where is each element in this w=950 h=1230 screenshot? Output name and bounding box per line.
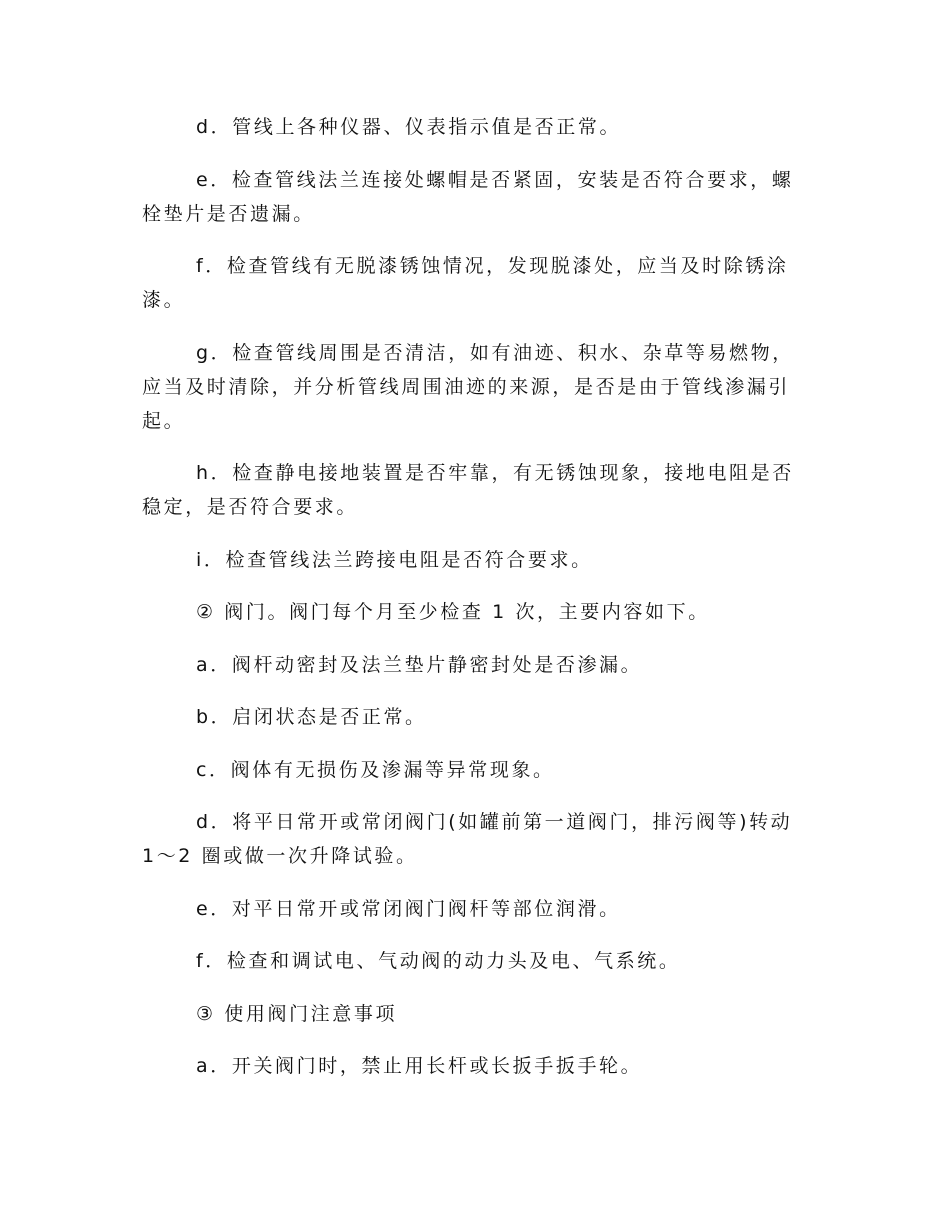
document-body [142, 110, 810, 1102]
paragraph-pipeline-check-f: f．检查管线有无脱漆锈蚀情况，发现脱漆处，应当及时除锈涂漆。 [142, 255, 789, 311]
paragraph-valve-check-d: d．将平日常开或常闭阀门(如罐前第一道阀门，排污阀等)转动 1～2 圈或做一次升降试验。 [142, 811, 793, 867]
section-heading-valve-usage: ③ 使用阀门注意事项 [196, 1002, 398, 1025]
paragraph-pipeline-check-h: h．检查静电接地装置是否牢靠，有无锈蚀现象，接地电阻是否稳定，是否符合要求。 [142, 462, 794, 518]
paragraph-valve-usage-a: a．开关阀门时，禁止用长杆或长扳手扳手轮。 [196, 1055, 643, 1077]
paragraph-pipeline-check-g: g．检查管线周围是否清洁，如有油迹、积水、杂草等易燃物，应当及时清除，并分析管线周围油迹的来源，是否是由于管线渗漏引起。 [142, 341, 794, 432]
paragraph-pipeline-check-e: e．检查管线法兰连接处螺帽是否紧固，安装是否符合要求，螺栓垫片是否遗漏。 [142, 168, 794, 225]
paragraph-valve-check-c: c．阀体有无损伤及渗漏等异常现象。 [196, 758, 555, 781]
section-heading-valves: ② 阀门。阀门每个月至少检查 1 次，主要内容如下。 [196, 601, 710, 623]
paragraph-valve-check-a: a．阀杆动密封及法兰垫片静密封处是否渗漏。 [196, 653, 643, 676]
paragraph-valve-check-b: b．启闭状态是否正常。 [196, 706, 427, 728]
paragraph-pipeline-check-i: i．检查管线法兰跨接电阻是否符合要求。 [196, 548, 593, 571]
paragraph-valve-check-f: f．检查和调试电、气动阀的动力头及电、气系统。 [196, 950, 681, 972]
paragraph-pipeline-check-d: d．管线上各种仪器、仪表指示值是否正常。 [196, 116, 622, 138]
paragraph-valve-check-e: e．对平日常开或常闭阀门阀杆等部位润滑。 [196, 897, 621, 920]
